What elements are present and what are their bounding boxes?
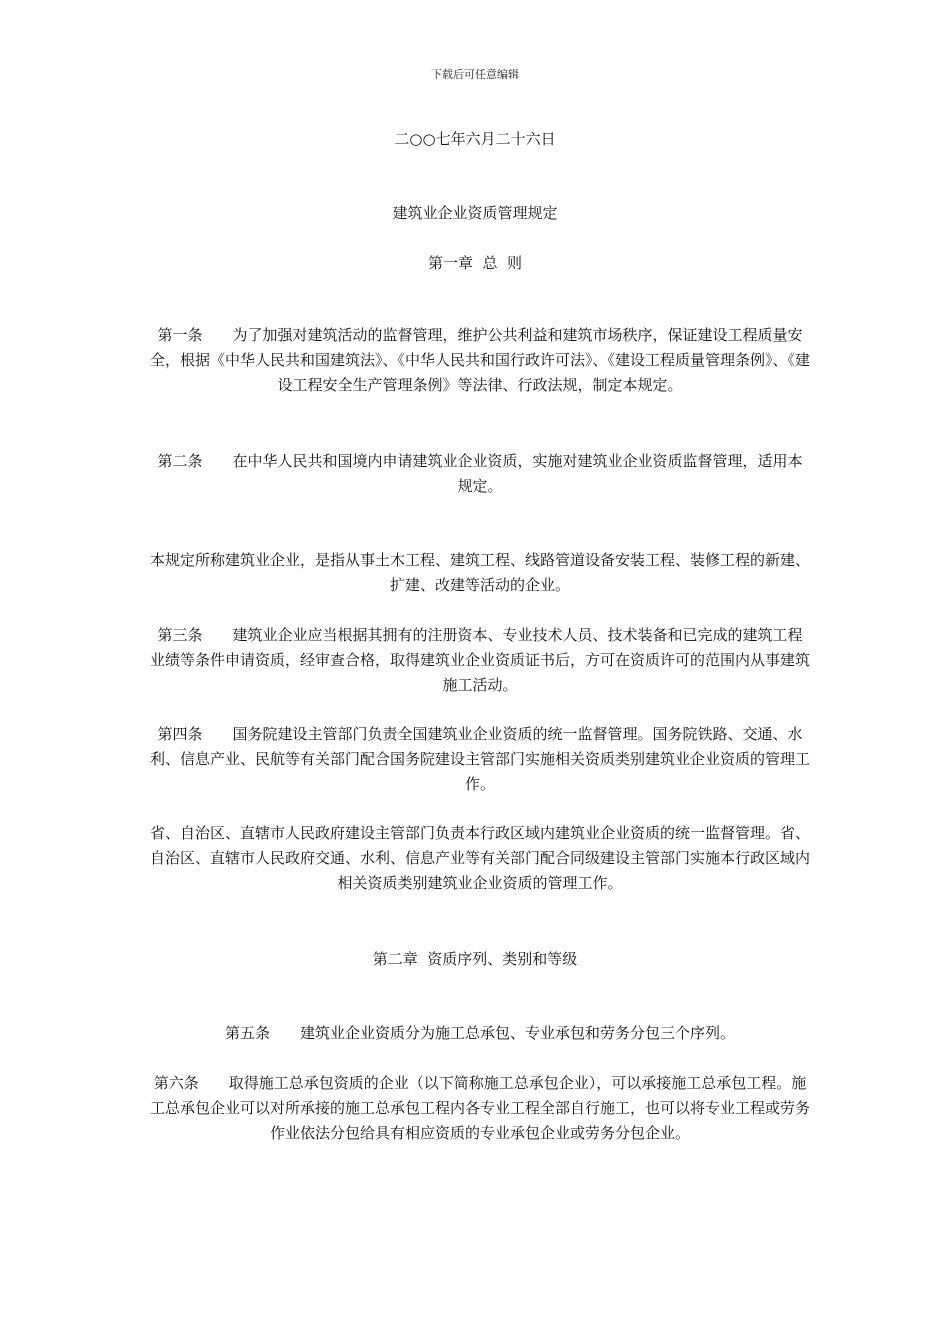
article-4-paragraph-2: [150, 821, 810, 896]
article-text: 在中华人民共和国境内申请建筑业企业资质，实施对建筑业企业资质监督管理，适用本规定。: [232, 452, 803, 495]
article-3: [150, 623, 810, 698]
article-number: 第五条: [224, 1024, 270, 1042]
article-text: 为了加强对建筑活动的监督管理，维护公共利益和建筑市场秩序，保证建设工程质量安全，根据《中华人民共和国建筑法》、《中华人民共和国行政许可法》、《建设工程质量管理条例》、《建设工程安全生产管理条例》等法律、行政法规，制定本规定。: [150, 326, 811, 394]
document-title: 建筑业企业资质管理规定: [392, 204, 558, 222]
article-number: 第四条: [157, 725, 203, 743]
article-4: [150, 722, 810, 797]
chapter-1-heading: 第一章 总 则: [427, 254, 523, 272]
chapter-2-heading: 第二章 资质序列、类别和等级: [372, 950, 578, 968]
article-5: [150, 1021, 810, 1046]
page-header: 下载后可任意编辑: [431, 68, 519, 81]
article-6: [150, 1071, 810, 1146]
article-1: [150, 323, 810, 398]
article-text: 国务院建设主管部门负责全国建筑业企业资质的统一监督管理。国务院铁路、交通、水利、信息产业、民航等有关部门配合国务院建设主管部门实施相关资质类别建筑业企业资质的管理工作。: [150, 725, 811, 793]
article-2: [150, 449, 810, 499]
document-date: 二○○七年六月二十六日: [394, 130, 556, 148]
article-2-paragraph-2: [150, 548, 810, 598]
article-text: 取得施工总承包资质的企业（以下简称施工总承包企业），可以承接施工总承包工程。施工总承包企业可以对所承接的施工总承包工程内各专业工程全部自行施工，也可以将专业工程或劳务作业依法分包给具有相应资质的专业承包企业或劳务分包企业。: [150, 1074, 811, 1142]
article-number: 第六条: [153, 1074, 199, 1092]
article-text: 省、自治区、直辖市人民政府建设主管部门负责本行政区域内建筑业企业资质的统一监督管理。省、自治区、直辖市人民政府交通、水利、信息产业等有关部门配合同级建设主管部门实施本行政区域内相关资质类别建筑业企业资质的管理工作。: [150, 824, 811, 892]
article-text: 建筑业企业应当根据其拥有的注册资本、专业技术人员、技术装备和已完成的建筑工程业绩等条件申请资质，经审查合格，取得建筑业企业资质证书后，方可在资质许可的范围内从事建筑施工活动。: [150, 626, 811, 694]
article-text: 本规定所称建筑业企业，是指从事土木工程、建筑工程、线路管道设备安装工程、装修工程的新建、扩建、改建等活动的企业。: [150, 551, 811, 594]
article-number: 第二条: [157, 452, 203, 470]
article-number: 第三条: [157, 626, 203, 644]
article-text: 建筑业企业资质分为施工总承包、专业承包和劳务分包三个序列。: [300, 1024, 736, 1042]
article-number: 第一条: [157, 326, 203, 344]
